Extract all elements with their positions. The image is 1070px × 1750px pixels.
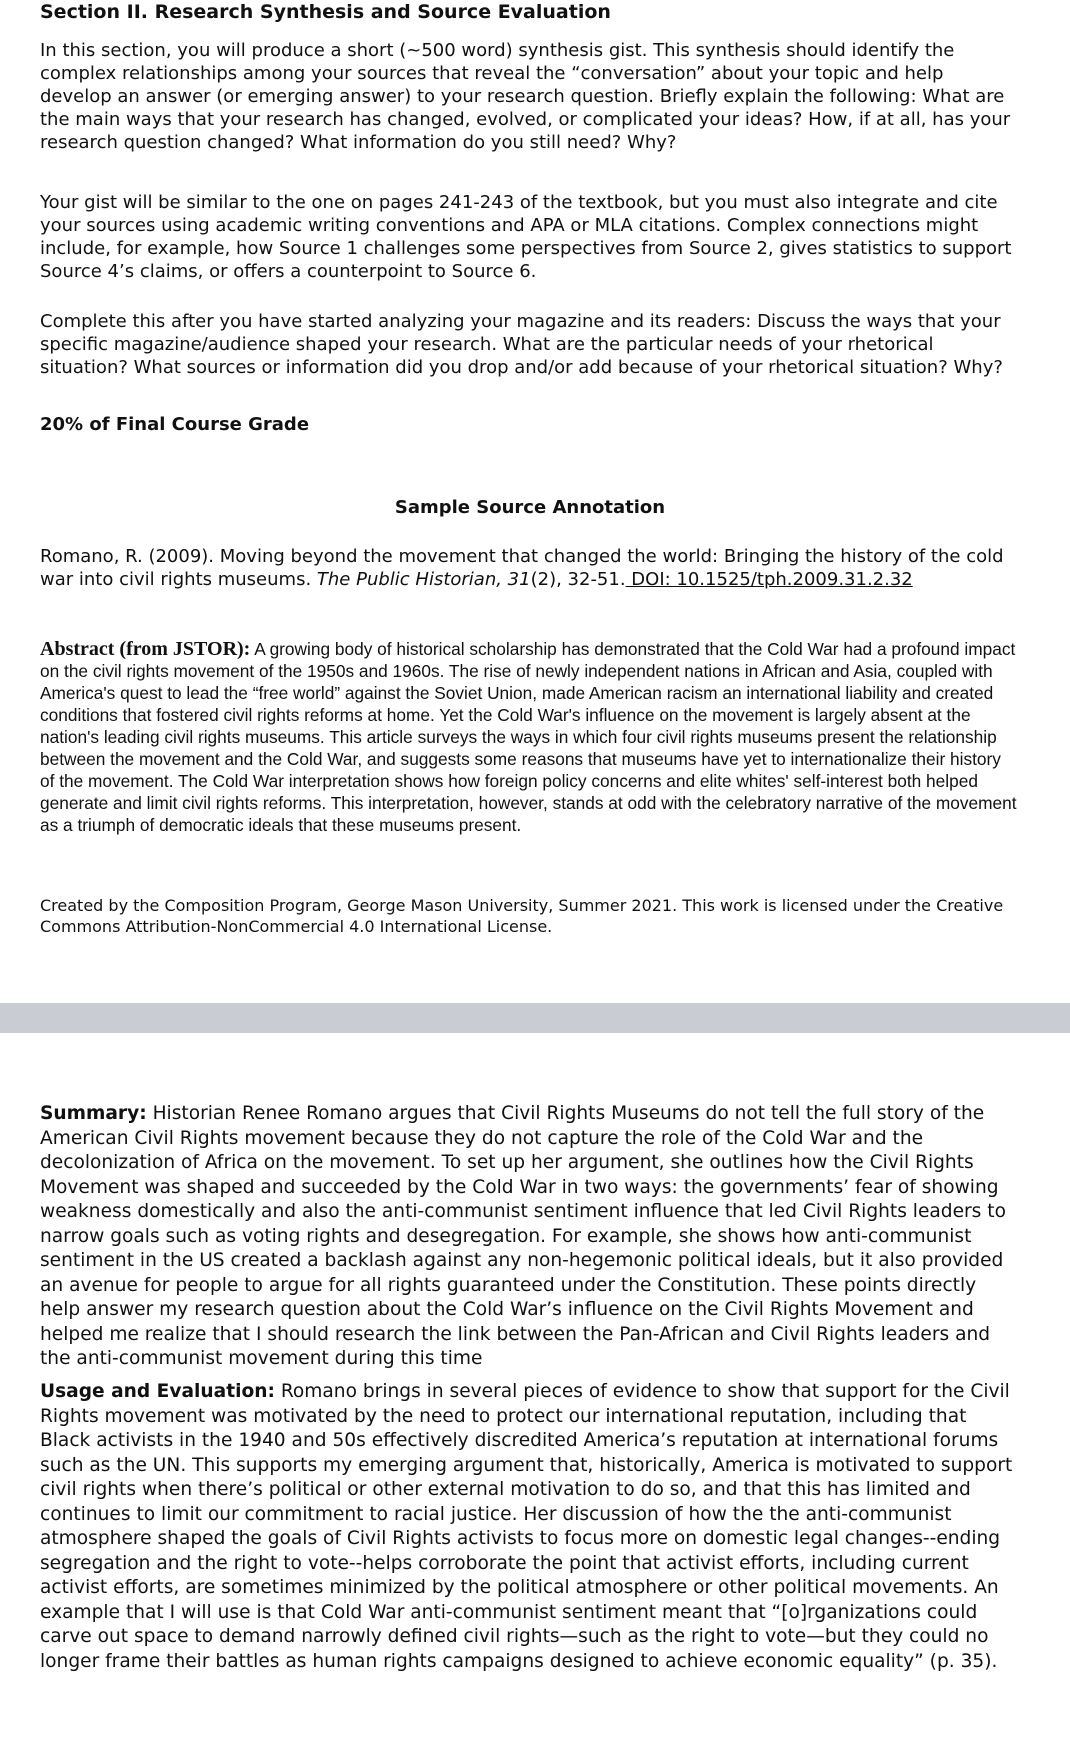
annotation-title: Sample Source Annotation bbox=[394, 497, 666, 518]
usage-text: Romano brings in several pieces of evidence to show that support for the Civil Rights movement was motivated by the need to protect our international reputation, including that Black activists in the 1940 and 50s effectively discredited America’s reputation at international forums such as the UN. This supports my emerging argument that, historically, America is motivated to support civil rights when there’s political or other external motivation to do so, and that this has limited and continues to limit our commitment to racial justice. Her discussion of how the the anti-communist atmosphere shaped the goals of Civil Rights activists to focus more on domestic legal changes--ending segregation and the right to vote--helps corroborate the point that activist efforts, including current activist efforts, are sometimes minimized by the political atmosphere or other political movements. An example that I will use is that Cold War anti-communist sentiment meant that “[o]rganizations could carve out space to demand narrowly defined civil rights—such as the right to vote—but they could no longer frame their battles as human rights campaigns designed to achieve economic equality” (p. 35). bbox=[40, 1381, 1013, 1672]
abstract bbox=[40, 638, 1020, 836]
citation-issue-pages: (2), 32-51. bbox=[530, 569, 626, 590]
abstract-text: A growing body of historical scholarship has demonstrated that the Cold War had a profound impact on the civil rights movement of the 1950s and 1960s. The rise of newly independent nations in African and Asia, coupled with America's quest to lead the “free world” against the Soviet Union, made American racism an international liability and created conditions that fostered civil rights reforms at home. Yet the Cold War's influence on the movement is largely absent at the nation's leading civil rights museums. This article surveys the ways in which four civil rights museums present the relationship between the movement and the Cold War, and suggests some reasons that museums have yet to internationalize their history of the movement. The Cold War interpretation shows how foreign policy concerns and elite whites' self-interest both helped generate and limit civil rights reforms. This interpretation, however, stands at odd with the celebratory narrative of the movement as a triumph of democratic ideals that these museums present. bbox=[40, 639, 1017, 835]
summary-text: Historian Renee Romano argues that Civil Rights Museums do not tell the full story of the American Civil Rights movement because they do not capture the role of the Cold War and the decolonization of Africa on the movement. To set up her argument, she outlines how the Civil Rights Movement was shaped and succeeded by the Cold War in two ways: the governments’ fear of showing weakness domestically and also the anti-communist sentiment influence that led Civil Rights leaders to narrow goals such as voting rights and desegregation. For example, she shows how anti-communist sentiment in the US created a backlash against any non-hegemonic political ideals, but it also provided an avenue for people to argue for all rights guaranteed under the Constitution. These points directly help answer my research question about the Cold War’s influence on the Civil Rights Movement and helped me realize that I should research the link between the Pan-African and Civil Rights leaders and the anti-communist movement during this time bbox=[40, 1103, 1006, 1369]
grade-weight: 20% of Final Course Grade bbox=[40, 414, 310, 435]
usage-paragraph bbox=[40, 1380, 1020, 1674]
usage-label: Usage and Evaluation: bbox=[40, 1381, 275, 1402]
citation-text: Romano, R. (2009). Moving beyond the movement that changed the world: Bringing the history of the cold war into civil rights museums. bbox=[40, 546, 1004, 590]
citation-journal: The Public Historian, 31 bbox=[316, 569, 531, 590]
citation bbox=[40, 545, 1020, 591]
intro-paragraph-3: Complete this after you have started analyzing your magazine and its readers: Discuss the ways that your specific magazine/audience shaped your research. What are the particular needs of your rhetorical situation? What sources or information did you drop and/or add because of your rhetorical situation? Why? bbox=[40, 311, 1003, 378]
section-heading: Section II. Research Synthesis and Source Evaluation bbox=[40, 1, 611, 23]
doi-link[interactable]: DOI: 10.1525/tph.2009.31.2.32 bbox=[625, 569, 913, 590]
page-break bbox=[0, 1003, 1070, 1033]
summary-paragraph bbox=[40, 1102, 1020, 1372]
intro-paragraph-1: In this section, you will produce a short (~500 word) synthesis gist. This synthesis should identify the complex relationships among your sources that reveal the “conversation” about your topic and help develop an answer (or emerging answer) to your research question. Briefly explain the following: What are the main ways that your research has changed, evolved, or complicated your ideas? How, if at all, has your research question changed? What information do you still need? Why? bbox=[40, 40, 1011, 153]
summary-label: Summary: bbox=[40, 1103, 147, 1124]
credit-line: Created by the Composition Program, George Mason University, Summer 2021. This work is licensed under the Creative Commons Attribution-NonCommercial 4.0 International License. bbox=[40, 896, 1004, 936]
intro-paragraph-2: Your gist will be similar to the one on pages 241-243 of the textbook, but you must also integrate and cite your sources using academic writing conventions and APA or MLA citations. Complex connections might include, for example, how Source 1 challenges some perspectives from Source 2, gives statistics to support Source 4’s claims, or offers a counterpoint to Source 6. bbox=[40, 192, 1012, 282]
abstract-label: Abstract (from JSTOR): bbox=[40, 638, 251, 660]
